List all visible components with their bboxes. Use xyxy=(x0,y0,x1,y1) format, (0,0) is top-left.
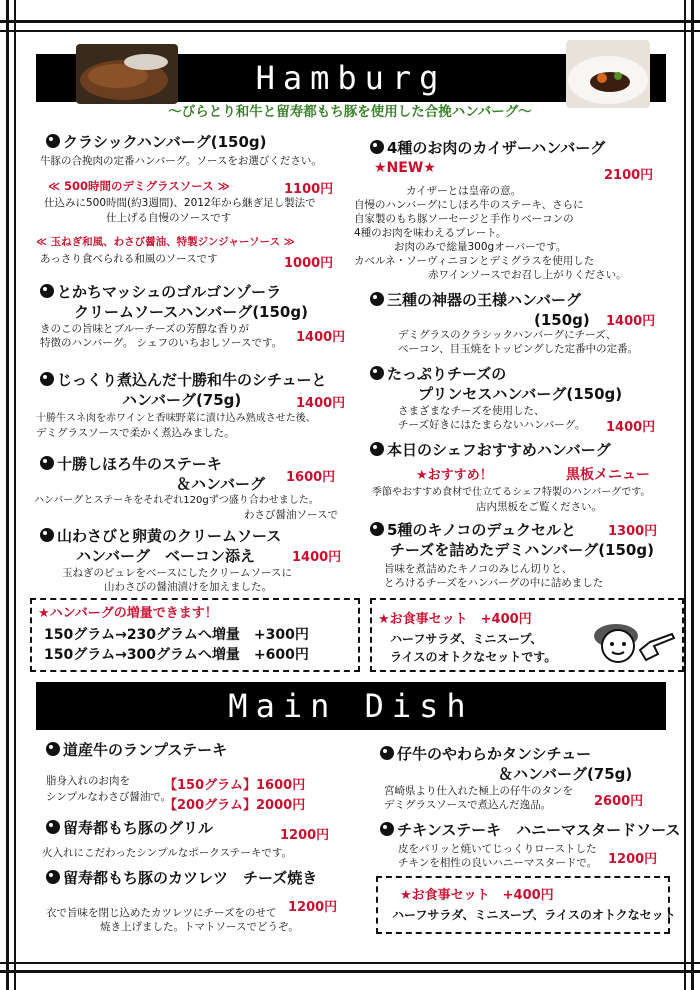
frame-line-right-inner xyxy=(684,0,686,990)
size-up-box-title: ★ハンバーグの増量できます！ xyxy=(38,606,218,621)
bullet-icon xyxy=(46,742,60,756)
menu-item-desc: 仕上げる自慢のソースです xyxy=(106,212,232,224)
bullet-icon xyxy=(380,746,394,760)
frame-line-bottom2 xyxy=(0,970,700,973)
menu-item-desc: 脂身入れのお肉を xyxy=(46,775,130,787)
menu-item-title: 5種のキノコのデュクセルと xyxy=(370,520,576,540)
menu-item-desc: 宮崎県より仕入れた極上の仔牛のタンを xyxy=(384,785,573,797)
menu-item-desc: 火入れにこだわったシンプルなポークステーキです。 xyxy=(42,847,293,859)
recommend-tag: ★おすすめ！ xyxy=(416,468,493,483)
menu-item-price-row: 【200グラム】2000円 xyxy=(164,798,306,813)
menu-item-title: とかちマッシュのゴルゴンゾーラ xyxy=(40,282,281,302)
menu-item-desc: カベルネ・ソーヴィニヨンとデミグラスを使用した xyxy=(354,255,595,267)
menu-item-price: 1400円 xyxy=(606,314,656,329)
blackboard-tag: 黒板メニュー xyxy=(566,467,650,483)
menu-item-desc: デミグラスソースで柔かく煮込みました。 xyxy=(36,427,235,439)
new-tag: ★NEW★ xyxy=(374,160,436,176)
bullet-icon xyxy=(46,870,60,884)
menu-item-desc: デミグラスソースで煮込んだ逸品。 xyxy=(384,799,552,811)
size-up-line: 150グラム→230グラムへ増量 +300円 xyxy=(44,627,309,643)
meal-set-line: ライスのオトクなセットです。 xyxy=(390,650,557,664)
menu-item-title: 留寿都もち豚のカツレツ チーズ焼き xyxy=(46,868,317,888)
menu-item-desc: 自家製のもち豚ソーセージと手作りベーコンの xyxy=(354,213,574,225)
hamburg-steak-photo xyxy=(76,44,178,104)
frame-line-left-outer xyxy=(6,0,9,990)
menu-item-desc: 焼き上げました。トマトソースでどうぞ。 xyxy=(100,921,299,933)
menu-item-title: 留寿都もち豚のグリル xyxy=(46,818,213,838)
menu-item-desc: カイザーとは皇帝の意。 xyxy=(406,185,522,197)
menu-item-title-line2: ＆ハンバーグ xyxy=(176,475,265,493)
menu-item-title: 十勝しほろ牛のステーキ xyxy=(40,454,222,474)
menu-item-desc: 仕込みに500時間(約3週間)、2012年から継ぎ足し製法で xyxy=(44,197,316,209)
bullet-icon xyxy=(380,822,394,836)
menu-item-desc: わさび醤油ソースで xyxy=(244,509,338,521)
menu-item-title-line2: (150g) xyxy=(534,311,590,329)
menu-item-price: 2100円 xyxy=(604,168,654,183)
menu-item-title: 4種のお肉のカイザーハンバーグ xyxy=(370,138,605,158)
bullet-icon xyxy=(370,522,384,536)
menu-item-title: 本日のシェフおすすめハンバーグ xyxy=(370,440,611,460)
menu-item-desc: デミグラスのクラシックハンバーグにチーズ、 xyxy=(398,329,617,341)
menu-item-desc: 牛豚の合挽肉の定番ハンバーグ。ソースをお選びください。 xyxy=(40,155,322,167)
meal-set-line: ハーフサラダ、ミニスープ、 xyxy=(390,632,543,646)
bullet-icon xyxy=(370,292,384,306)
menu-item-title-line2: チーズを詰めたデミハンバーグ(150g) xyxy=(390,541,654,559)
bullet-icon xyxy=(370,366,384,380)
menu-item-title-line2: ハンバーグ ベーコン添え xyxy=(76,547,255,565)
menu-item-title-line2: プリンセスハンバーグ(150g) xyxy=(418,385,623,403)
menu-item-price: 2600円 xyxy=(594,794,644,809)
size-up-line: 150グラム→300グラムへ増量 +600円 xyxy=(44,647,309,663)
menu-item-price: 1200円 xyxy=(608,852,658,867)
main-meal-set-box-title: ★お食事セット +400円 xyxy=(400,888,554,903)
menu-item-title-line2: ＆ハンバーグ(75g) xyxy=(498,765,633,783)
frame-line-right-outer xyxy=(691,0,694,990)
menu-item-desc: チキンを相性の良いハニーマスタードで。 xyxy=(398,857,598,869)
menu-item-desc: きのこの旨味とブルーチーズの芳醇な香りが xyxy=(40,323,250,335)
main-meal-set-line: ハーフサラダ、ミニスープ、ライスのオトクなセット xyxy=(392,908,676,922)
menu-item-price: 1300円 xyxy=(608,524,658,539)
menu-item-desc: 4種のお肉を味わえるプレート。 xyxy=(354,227,507,239)
menu-item-desc: シンプルなわさび醤油で。 xyxy=(46,791,172,803)
menu-item-desc: ベーコン、目玉焼をトッピングした定番中の定番。 xyxy=(398,343,639,355)
menu-item-desc: 赤ワインソースでお召し上がりください。 xyxy=(428,269,627,281)
bullet-icon xyxy=(40,372,54,386)
menu-item-desc: 玉ねぎのピュレをベースにしたクリームソースに xyxy=(62,567,292,579)
menu-item-desc: 特徴のハンバーグ。 シェフのいちおしソースです。 xyxy=(40,337,283,349)
menu-item-title: 三種の神器の王様ハンバーグ xyxy=(370,290,581,310)
menu-item-desc: 季節やおすすめ食材で仕立てるシェフ特製のハンバーグです。 xyxy=(372,487,651,498)
menu-item-desc: とろけるチーズをハンバーグの中に詰めました xyxy=(384,577,604,589)
main-dish-heading-bar xyxy=(36,682,666,730)
menu-item-title-line2: クリームソースハンバーグ(150g) xyxy=(74,303,308,321)
main-dish-heading: Main Dish xyxy=(228,687,474,725)
menu-item-desc: さまざまなチーズを使用した、 xyxy=(398,405,545,417)
menu-item-desc: あっさり食べられる和風のソースです xyxy=(40,253,218,265)
menu-item-title: 山わさびと卵黄のクリームソース xyxy=(40,526,281,546)
menu-item-desc: 山わさびの醤油漬けを加えました。 xyxy=(104,581,272,593)
menu-item-desc: 衣で旨味を閉じ込めたカツレツにチーズをのせて xyxy=(46,907,277,919)
menu-item-price: 1000円 xyxy=(284,256,334,271)
menu-item-title: たっぷりチーズの xyxy=(370,364,506,384)
frame-line-top xyxy=(0,20,700,23)
hamburg-subtitle: ～びらとり和牛と留寿都もち豚を使用した合挽ハンバーグ～ xyxy=(168,104,532,120)
menu-item-price: 1600円 xyxy=(286,470,336,485)
menu-item-title: クラシックハンバーグ(150g) xyxy=(46,132,267,152)
menu-item-price: 1200円 xyxy=(288,900,338,915)
bullet-icon xyxy=(40,456,54,470)
menu-item-title: じっくり煮込んだ十勝和牛のシチューと xyxy=(40,370,327,390)
menu-item-desc: 自慢のハンバーグにしほろ牛のステーキ、さらに xyxy=(354,199,584,211)
bullet-icon xyxy=(40,284,54,298)
meal-set-box-title: ★お食事セット +400円 xyxy=(378,612,532,627)
hamburg-heading: Hamburg xyxy=(255,59,447,97)
menu-item-price: 1400円 xyxy=(296,330,346,345)
menu-item-title: チキンステーキ ハニーマスタードソース xyxy=(380,820,680,840)
menu-item-desc: 店内黒板をご覧ください。 xyxy=(476,501,602,513)
menu-item-price-row: 【150グラム】1600円 xyxy=(164,778,306,793)
bullet-icon xyxy=(370,140,384,154)
menu-item-desc: お肉のみで総量300gオーバーです。 xyxy=(394,241,567,253)
bullet-icon xyxy=(40,528,54,542)
menu-item-price: 1100円 xyxy=(284,182,334,197)
menu-item-desc: 十勝牛スネ肉を赤ワインと香味野菜に漬け込み熟成させた後、 xyxy=(36,413,316,424)
chef-pointing-illustration xyxy=(588,612,678,668)
bullet-icon xyxy=(46,134,60,148)
frame-line-left-inner xyxy=(14,0,16,990)
menu-item-desc: チーズ好きにはたまらないハンバーグ。 xyxy=(398,419,586,431)
menu-item-desc: 旨味を煮詰めたキノコのみじん切りと、 xyxy=(384,563,573,575)
menu-item-title: 仔牛のやわらかタンシチュー xyxy=(380,744,591,764)
bullet-icon xyxy=(46,820,60,834)
menu-item-title: 道産牛のランプステーキ xyxy=(46,740,227,760)
sauce-tag: ≪ 500時間のデミグラスソース ≫ xyxy=(48,179,230,193)
frame-line-bottom xyxy=(0,962,700,964)
frame-line-top2 xyxy=(0,30,700,32)
menu-item-price: 1400円 xyxy=(296,396,346,411)
menu-item-price: 1400円 xyxy=(606,420,656,435)
sauce-tag: ≪ 玉ねぎ和風、わさび醤油、特製ジンジャーソース ≫ xyxy=(36,236,295,248)
plated-dish-photo xyxy=(566,40,650,108)
menu-item-desc: ハンバーグとステーキをそれぞれ120gずつ盛り合わせました。 xyxy=(34,495,319,506)
bullet-icon xyxy=(370,442,384,456)
menu-item-price: 1200円 xyxy=(280,828,330,843)
menu-item-price: 1400円 xyxy=(292,550,342,565)
menu-item-title-line2: ハンバーグ(75g) xyxy=(122,391,242,409)
menu-item-desc: 皮をパリッと焼いてじっくりローストした xyxy=(398,843,597,855)
